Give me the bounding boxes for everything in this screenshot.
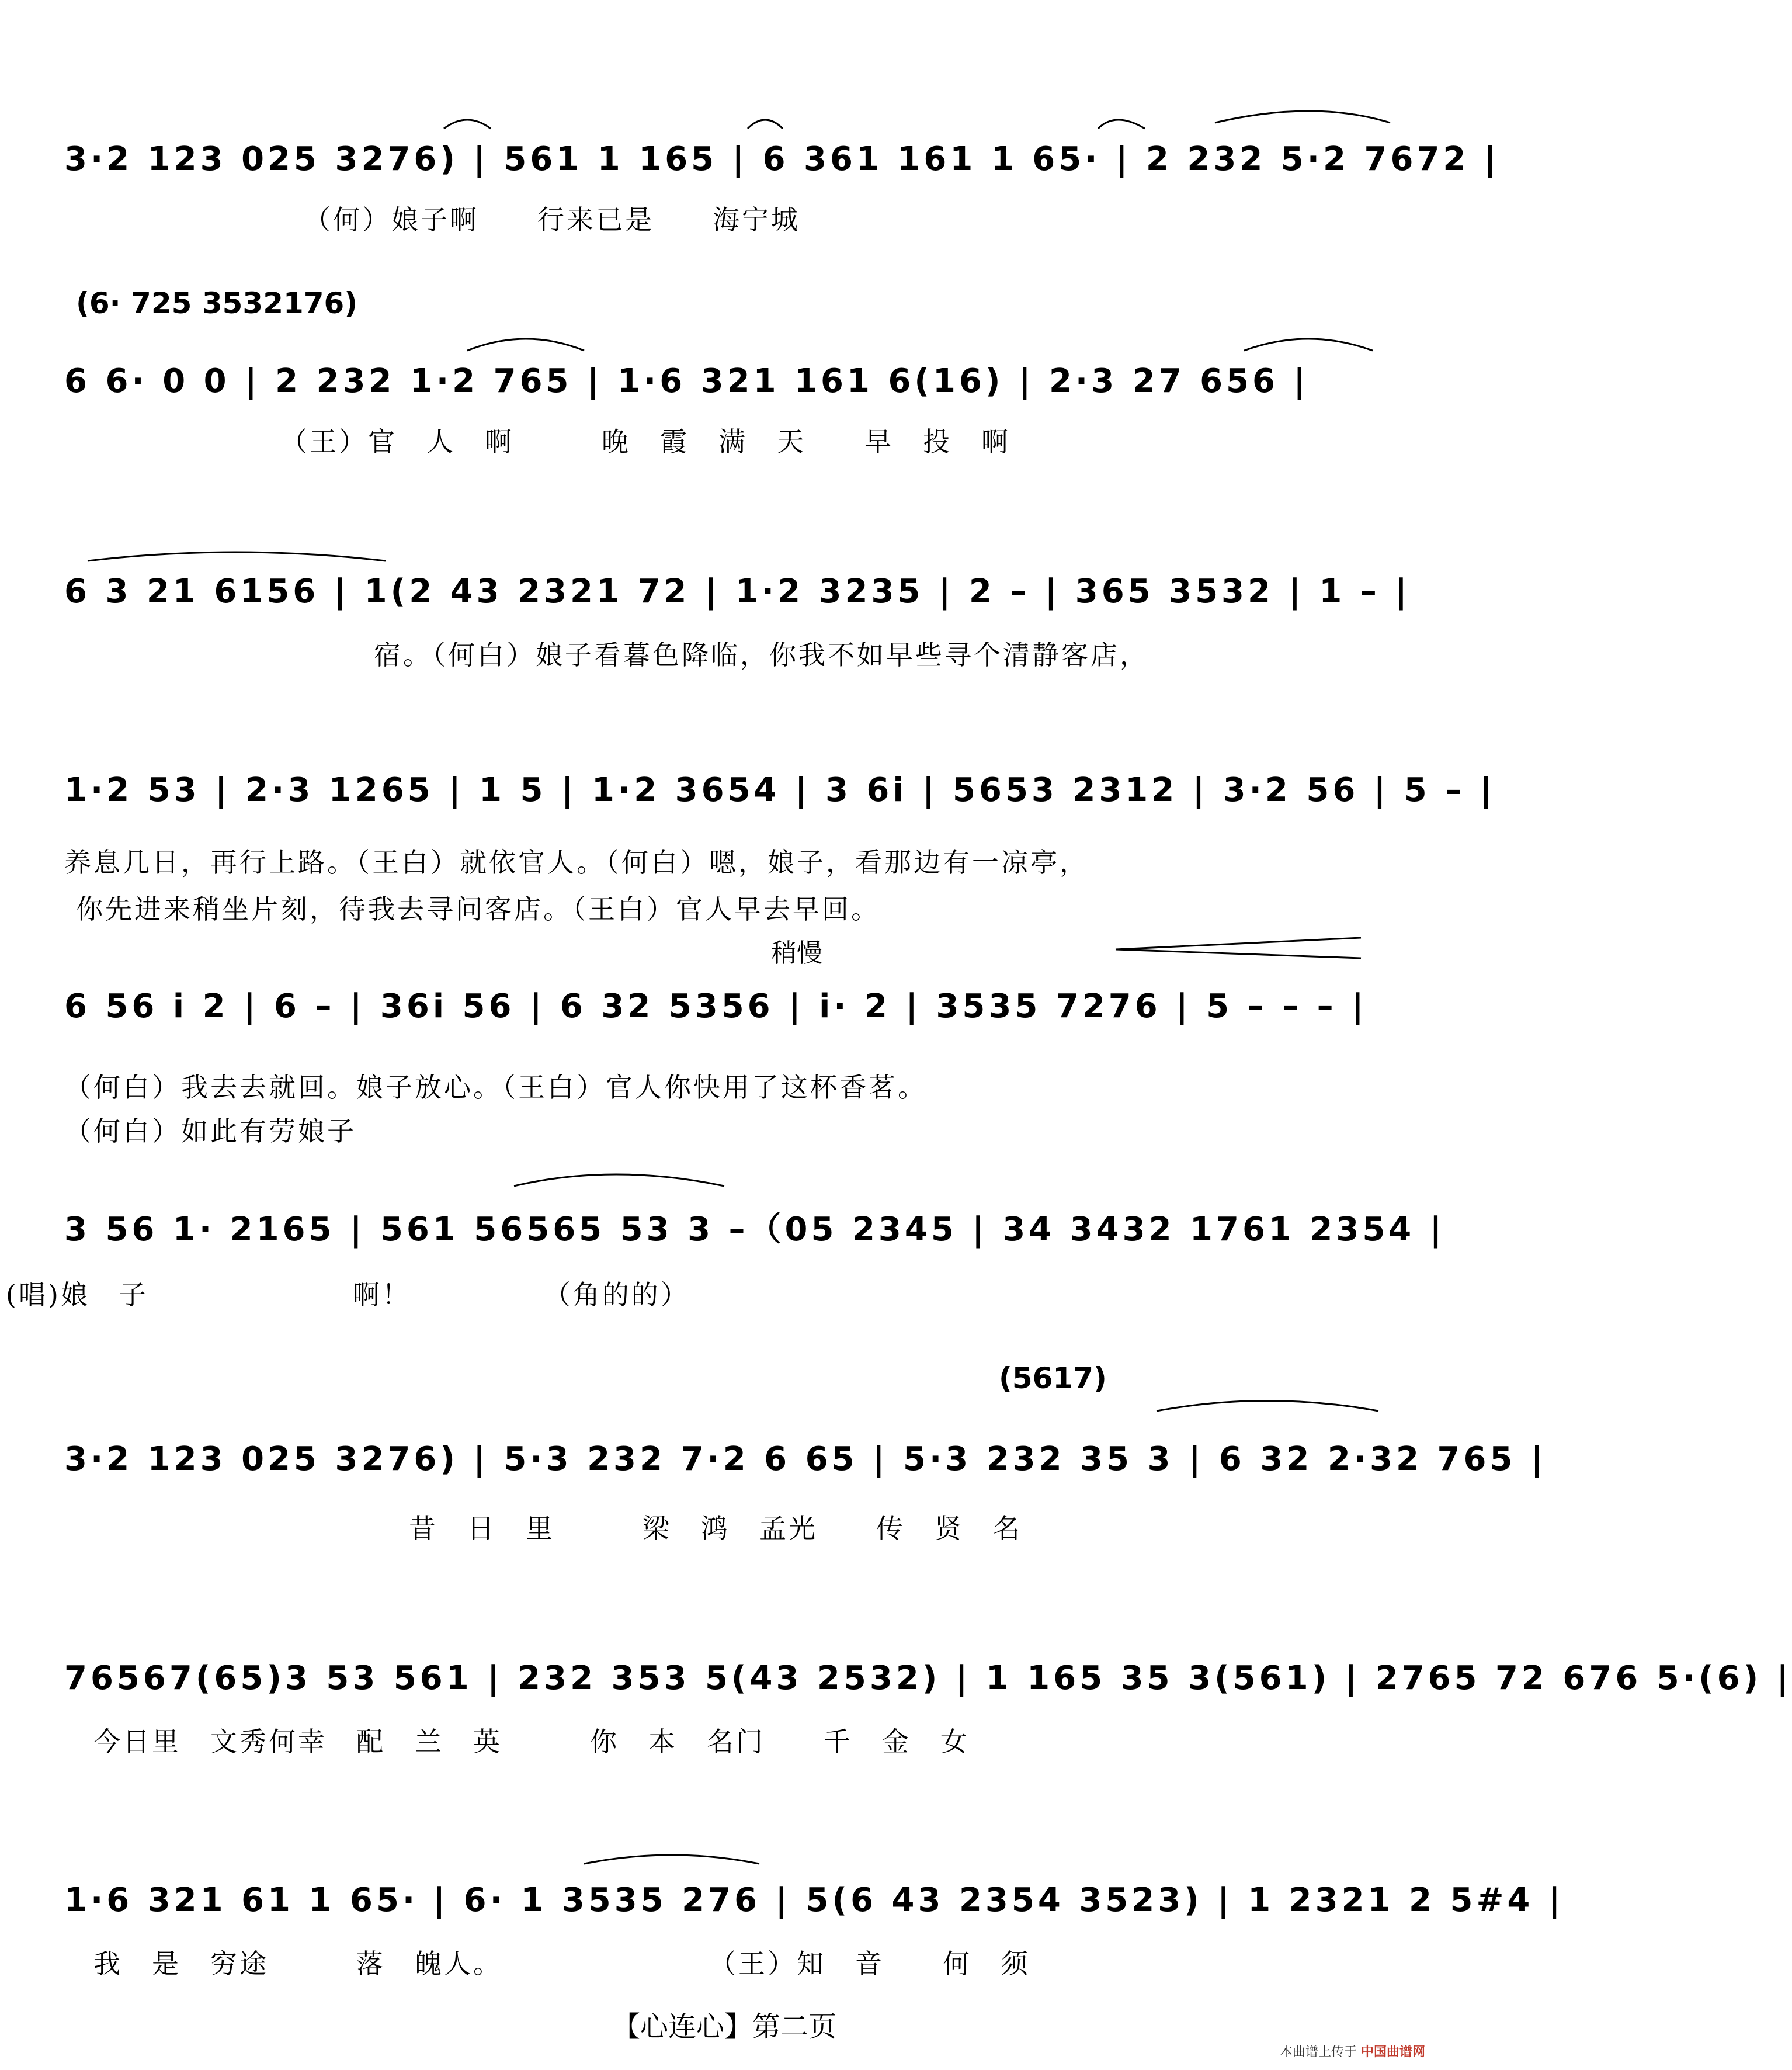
lyric-line: （何）娘子啊 行来已是 海宁城 bbox=[304, 204, 800, 235]
upload-credit bbox=[1280, 2042, 1425, 2060]
notation-line: 3·2 123 025 3276) | 5·3 232 7·2 6 65 | 5·3 232 35 3 | 6 32 2·32 765 | bbox=[64, 1440, 1547, 1478]
credit-text: 本曲谱上传于 bbox=[1279, 2045, 1357, 2059]
lyric-line: （何白）如此有劳娘子 bbox=[64, 1115, 356, 1147]
crescendo-line bbox=[1116, 949, 1361, 958]
notation-line: 76567(65)3 53 561 | 232 353 5(43 2532) | 1 165 35 3(561) | 2765 72 676 5·(6) | bbox=[64, 1659, 1792, 1697]
notation-line: 1·2 53 | 2·3 1265 | 1 5 | 1·2 3654 | 3 6i | 5653 2312 | 3·2 56 | 5 – | bbox=[64, 771, 1496, 809]
slur-mark bbox=[444, 120, 491, 129]
slur-mark bbox=[748, 120, 783, 129]
tempo-marking: 稍慢 bbox=[771, 938, 822, 968]
lyric-line: （王）官 人 啊 晚 霞 满 天 早 投 啊 bbox=[280, 426, 1010, 457]
notation-line: 6 6· 0 0 | 2 232 1·2 765 | 1·6 321 161 6(16) | 2·3 27 656 | bbox=[64, 362, 1309, 400]
slur-mark bbox=[88, 552, 386, 561]
slur-mark bbox=[1098, 120, 1145, 129]
site-brand: 中国曲谱网 bbox=[1360, 2045, 1425, 2059]
lyric-line: 养息几日，再行上路。（王白）就依官人。（何白）嗯，娘子，看那边有一凉亭， bbox=[64, 847, 1089, 878]
notation-line: 6 56 i 2 | 6 – | 36i 56 | 6 32 5356 | i· 2 | 3535 7276 | 5 – – – | bbox=[64, 987, 1367, 1025]
slur-mark bbox=[514, 1174, 724, 1186]
slur-mark bbox=[467, 339, 584, 351]
slur-mark bbox=[1244, 339, 1373, 351]
slur-mark bbox=[1157, 1401, 1378, 1412]
page-footer: 【心连心】第二页 bbox=[612, 2010, 836, 2043]
crescendo-line bbox=[1116, 938, 1361, 949]
bracketed-accompaniment: (5617) bbox=[999, 1361, 1107, 1395]
notation-line: 3·2 123 025 3276) | 561 1 165 | 6 361 161 1 65· | 2 232 5·2 7672 | bbox=[64, 140, 1500, 178]
lyric-line: 今日里 文秀何幸 配 兰 英 你 本 名门 千 金 女 bbox=[93, 1726, 970, 1757]
slur-mark bbox=[1215, 111, 1390, 123]
lyric-line: （何白）我去去就回。娘子放心。（王白）官人你快用了这杯香茗。 bbox=[64, 1072, 927, 1103]
lyric-line: 昔 日 里 梁 鸿 孟光 传 贤 名 bbox=[117, 1513, 1022, 1544]
lyric-line: (唱)娘 子 啊！ （角的的） bbox=[6, 1279, 690, 1310]
notation-line: 1·6 321 61 1 65· | 6· 1 3535 276 | 5(6 43 2354 3523) | 1 2321 2 5#4 | bbox=[64, 1881, 1564, 1919]
lyric-line: 你先进来稍坐片刻，待我去寻问客店。（王白）官人早去早回。 bbox=[76, 893, 880, 925]
notation-line: 6 3 21 6156 | 1(2 43 2321 72 | 1·2 3235 | 2 – | 365 3532 | 1 – | bbox=[64, 573, 1411, 611]
slur-mark bbox=[584, 1855, 759, 1864]
notation-line: 3 56 1· 2165 | 561 56565 53 3 –（05 2345 | 34 3432 1761 2354 | bbox=[64, 1211, 1446, 1249]
bracketed-accompaniment: (6· 725 3532176) bbox=[76, 286, 358, 320]
lyric-line: 我 是 穷途 落 魄人。 （王）知 音 何 须 bbox=[93, 1948, 1030, 1979]
lyric-line: 宿。（何白）娘子看暮色降临，你我不如早些寻个清静客店， bbox=[374, 639, 1149, 671]
